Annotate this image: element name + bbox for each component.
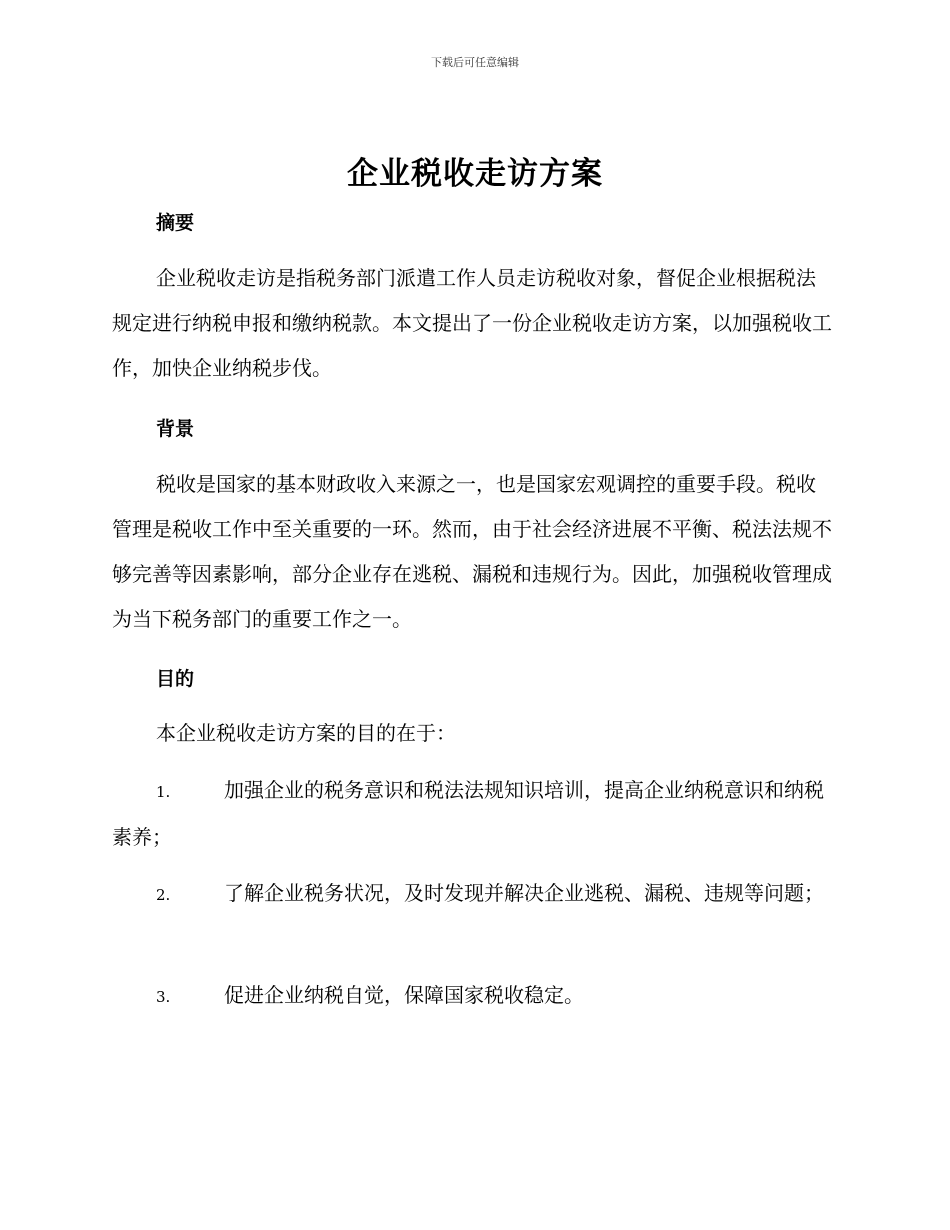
list-number: 2. <box>156 886 171 904</box>
list-item-text: 了解企业税务状况，及时发现并解决企业逃税、漏税、违规等问题； <box>224 881 824 905</box>
purpose-intro-paragraph: 本企业税收走访方案的目的在于： <box>156 721 456 745</box>
list-item-text: 促进企业纳税自觉，保障国家税收稳定。 <box>224 983 584 1007</box>
list-item-text: 加强企业的税务意识和税法法规知识培训，提高企业纳税意识和纳税素养； <box>112 778 824 849</box>
goal-list-item <box>112 768 834 860</box>
goal-list-item <box>112 871 834 918</box>
list-number: 3. <box>156 988 171 1006</box>
list-number: 1. <box>156 783 171 801</box>
abstract-paragraph: 企业税收走访是指税务部门派遣工作人员走访税收对象，督促企业根据税法规定进行纳税申报和缴纳税款。本文提出了一份企业税收走访方案，以加强税收工作，加快企业纳税步伐。 <box>112 266 832 380</box>
section-heading-abstract: 摘要 <box>156 212 195 234</box>
document-title: 企业税收走访方案 <box>347 156 603 192</box>
background-paragraph: 税收是国家的基本财政收入来源之一，也是国家宏观调控的重要手段。税收管理是税收工作中至关重要的一环。然而，由于社会经济进展不平衡、税法法规不够完善等因素影响，部分企业存在逃税、漏税和违规行为。因此，加强税收管理成为当下税务部门的重要工作之一。 <box>112 472 832 631</box>
page-header-note: 下载后可任意编辑 <box>431 56 519 69</box>
section-heading-background: 背景 <box>156 418 195 440</box>
section-heading-purpose: 目的 <box>156 668 195 690</box>
goal-list-item <box>112 973 834 1020</box>
